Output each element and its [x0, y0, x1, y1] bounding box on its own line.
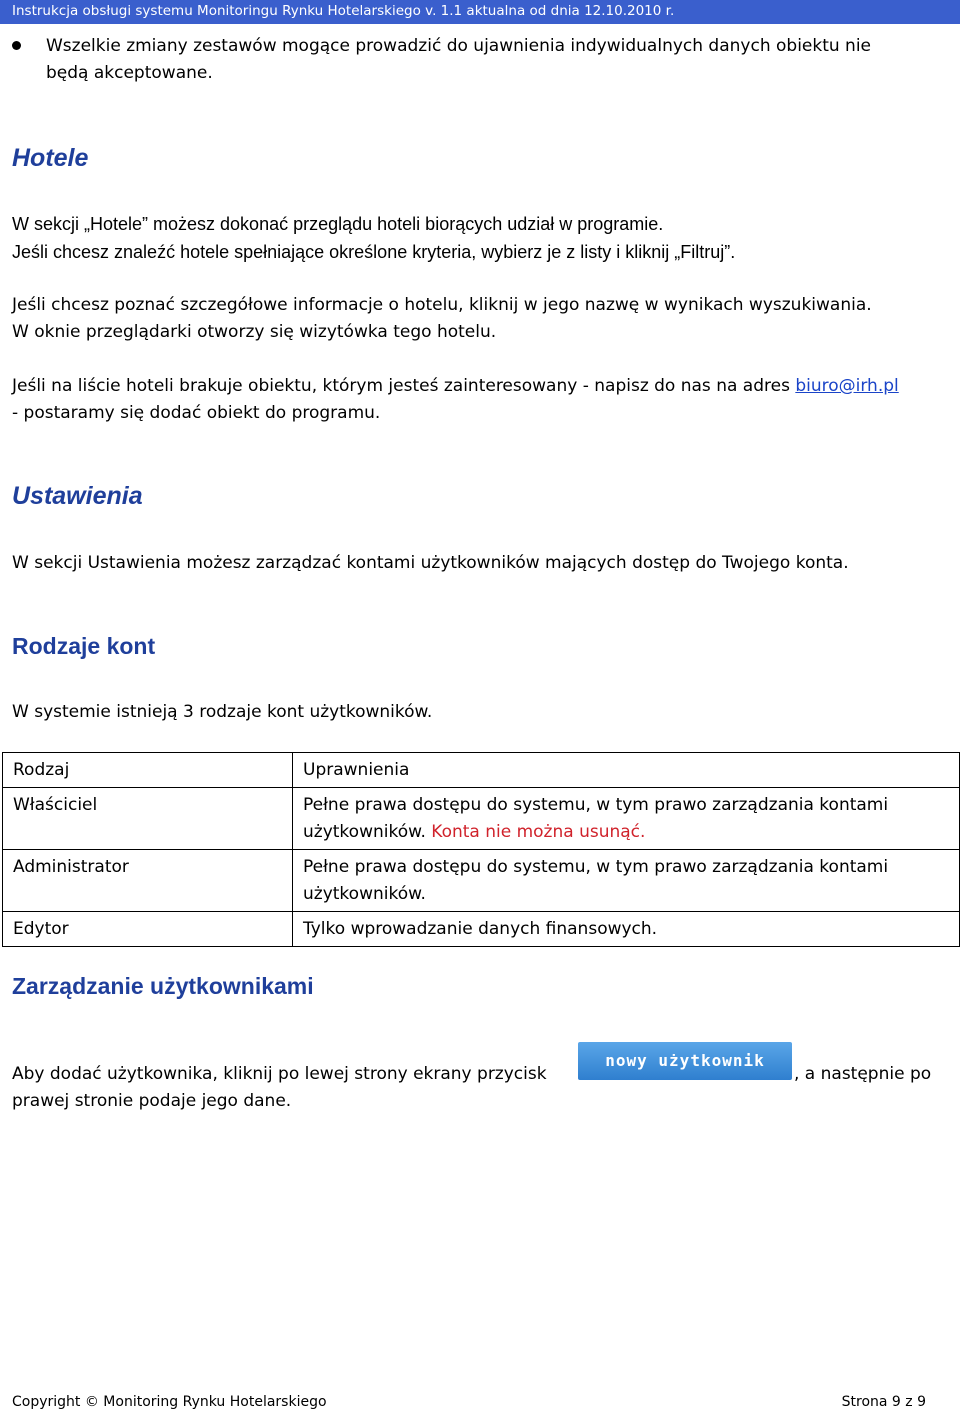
ustawienia-p1: W sekcji Ustawienia możesz zarządzać kontami użytkowników mających dostęp do Twojego konta. [12, 553, 849, 573]
table-row [3, 850, 960, 912]
rodzaje-p1: W systemie istnieją 3 rodzaje kont użytkowników. [12, 702, 433, 722]
hotele-p2-line1: Jeśli chcesz poznać szczegółowe informacje o hotelu, kliknij w jego nazwę w wynikach wyszukiwania. [12, 295, 872, 315]
hotele-p1-line1: W sekcji „Hotele” możesz dokonać przeglądu hoteli biorących udział w programie. [12, 214, 664, 234]
table-row [3, 788, 960, 850]
uprawnienia-text: Pełne prawa dostępu do systemu, w tym prawo zarządzania kontami użytkowników. [303, 795, 889, 842]
rodzaj-label: Administrator [13, 857, 129, 877]
uprawnienia-text: Tylko wprowadzanie danych finansowych. [303, 919, 658, 939]
footer-copyright: Copyright © Monitoring Rynku Hotelarskiego [12, 1394, 327, 1410]
table-header-row [3, 753, 960, 788]
hotele-p2-line2: W oknie przeglądarki otworzy się wizytówka tego hotelu. [12, 322, 497, 342]
warning-note: Konta nie można usunąć. [431, 822, 646, 842]
account-types-table [2, 752, 960, 947]
header-rodzaj: Rodzaj [13, 760, 70, 780]
section-title-zarzadzanie: Zarządzanie użytkownikami [12, 973, 314, 999]
hotele-p1-line2: Jeśli chcesz znaleźć hotele spełniające określone kryteria, wybierz je z listy i kliknij „Filtruj”. [12, 242, 736, 262]
table-cell [293, 850, 960, 912]
bullet-text-line2: będą akceptowane. [46, 63, 213, 83]
section-title-hotele: Hotele [12, 144, 89, 172]
table-row [3, 912, 960, 947]
rodzaj-label: Właściciel [13, 795, 98, 815]
table-cell [3, 912, 293, 947]
table-header-cell [293, 753, 960, 788]
zarzadzanie-p1-line2: prawej stronie podaje jego dane. [12, 1091, 292, 1111]
hotele-p3-line1 [12, 376, 899, 396]
hotele-p3-line2: - postaramy się dodać obiekt do programu. [12, 403, 381, 423]
document-header [0, 0, 960, 24]
email-link[interactable]: biuro@irh.pl [795, 376, 899, 396]
bullet-text-line1: Wszelkie zmiany zestawów mogące prowadzić do ujawnienia indywidualnych danych obiektu nie [46, 36, 872, 56]
header-uprawnienia: Uprawnienia [303, 760, 410, 780]
rodzaj-label: Edytor [13, 919, 69, 939]
bullet-icon [12, 41, 21, 50]
table-cell [3, 788, 293, 850]
section-title-ustawienia: Ustawienia [12, 482, 143, 510]
table-header-cell [3, 753, 293, 788]
footer-page-number: Strona 9 z 9 [841, 1394, 926, 1410]
uprawnienia-text: Pełne prawa dostępu do systemu, w tym prawo zarządzania kontami użytkowników. [303, 857, 889, 904]
table-cell [3, 850, 293, 912]
zarzadzanie-p1-before: Aby dodać użytkownika, kliknij po lewej strony ekrany przycisk [12, 1064, 547, 1084]
section-title-rodzaje-kont: Rodzaje kont [12, 633, 156, 659]
header-text: Instrukcja obsługi systemu Monitoringu Rynku Hotelarskiego v. 1.1 aktualna od dnia 12.10.2010 r. [12, 3, 675, 19]
table-cell [293, 912, 960, 947]
table-cell [293, 788, 960, 850]
zarzadzanie-p1-after: , a następnie po [794, 1064, 932, 1084]
hotele-p3-text: Jeśli na liście hoteli brakuje obiektu, którym jesteś zainteresowany - napisz do nas na adres [12, 376, 796, 396]
new-user-button[interactable]: nowy użytkownik [578, 1042, 792, 1080]
